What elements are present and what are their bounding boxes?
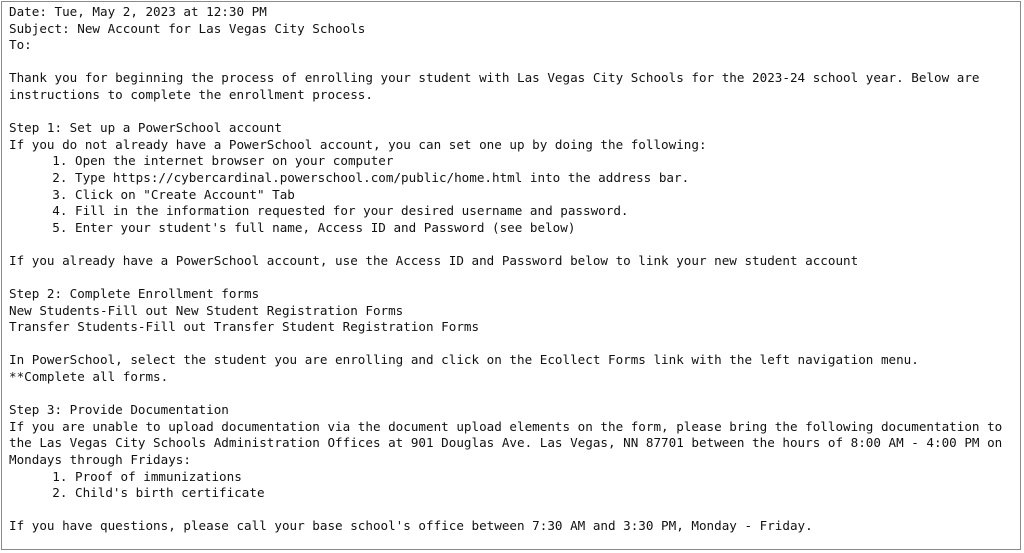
spacer [9,236,1016,253]
intro-paragraph: Thank you for beginning the process of enrolling your student with Las Vegas City Schools for the 2023-24 school year. Below are instructions to complete the enrollment process. [9,70,980,102]
step3-heading: Step 3: Provide Documentation [9,402,229,418]
list-item: 3. Click on "Create Account" Tab [75,187,1016,204]
step2-transfer-students: Transfer Students-Fill out Transfer Student Registration Forms [9,319,480,335]
list-item: 2. Child's birth certificate [75,485,1016,502]
step1-existing-account: If you already have a PowerSchool account, use the Access ID and Password below to link your new student account [9,252,859,268]
spacer [9,104,1016,121]
list-item: 2. Type https://cybercardinal.powerschool.com/public/home.html into the address bar. [75,170,1016,187]
step2-note: **Complete all forms. [9,369,169,385]
step1-lead: If you do not already have a PowerSchool account, you can set one up by doing the following: [9,136,707,152]
step2-new-students: New Students-Fill out New Student Registration Forms [9,302,404,318]
email-to: To: [9,37,32,53]
email-date: Date: Tue, May 2, 2023 at 12:30 PM [9,4,267,19]
list-item: 4. Fill in the information requested for your desired username and password. [75,203,1016,220]
spacer [9,502,1016,519]
step1-list [9,153,1016,236]
email-body [9,4,1016,535]
list-item: 1. Proof of immunizations [75,469,1016,486]
step1-heading: Step 1: Set up a PowerSchool account [9,120,282,136]
list-item: 1. Open the internet browser on your computer [75,153,1016,170]
spacer [9,336,1016,353]
spacer [9,54,1016,71]
spacer [9,386,1016,403]
email-frame [1,1,1021,550]
step2-heading: Step 2: Complete Enrollment forms [9,286,260,302]
email-subject: Subject: New Account for Las Vegas City Schools [9,20,366,36]
closing-paragraph: If you have questions, please call your base school's office between 7:30 AM and 3:30 PM, Monday - Friday. [9,518,813,534]
step3-list [9,469,1016,502]
step3-text: If you are unable to upload documentation via the document upload elements on the form, please bring the following documentation to the Las Vegas City Schools Administration Offices at 901 Douglas Ave. Las Vegas, NN 87701 between the hours of 8:00 AM - 4:00 PM on Mondays through Fridays: [9,418,1003,468]
spacer [9,270,1016,287]
step2-instructions: In PowerSchool, select the student you are enrolling and click on the Ecollect Forms link with the left navigation menu. [9,352,919,368]
list-item: 5. Enter your student's full name, Access ID and Password (see below) [75,220,1016,237]
